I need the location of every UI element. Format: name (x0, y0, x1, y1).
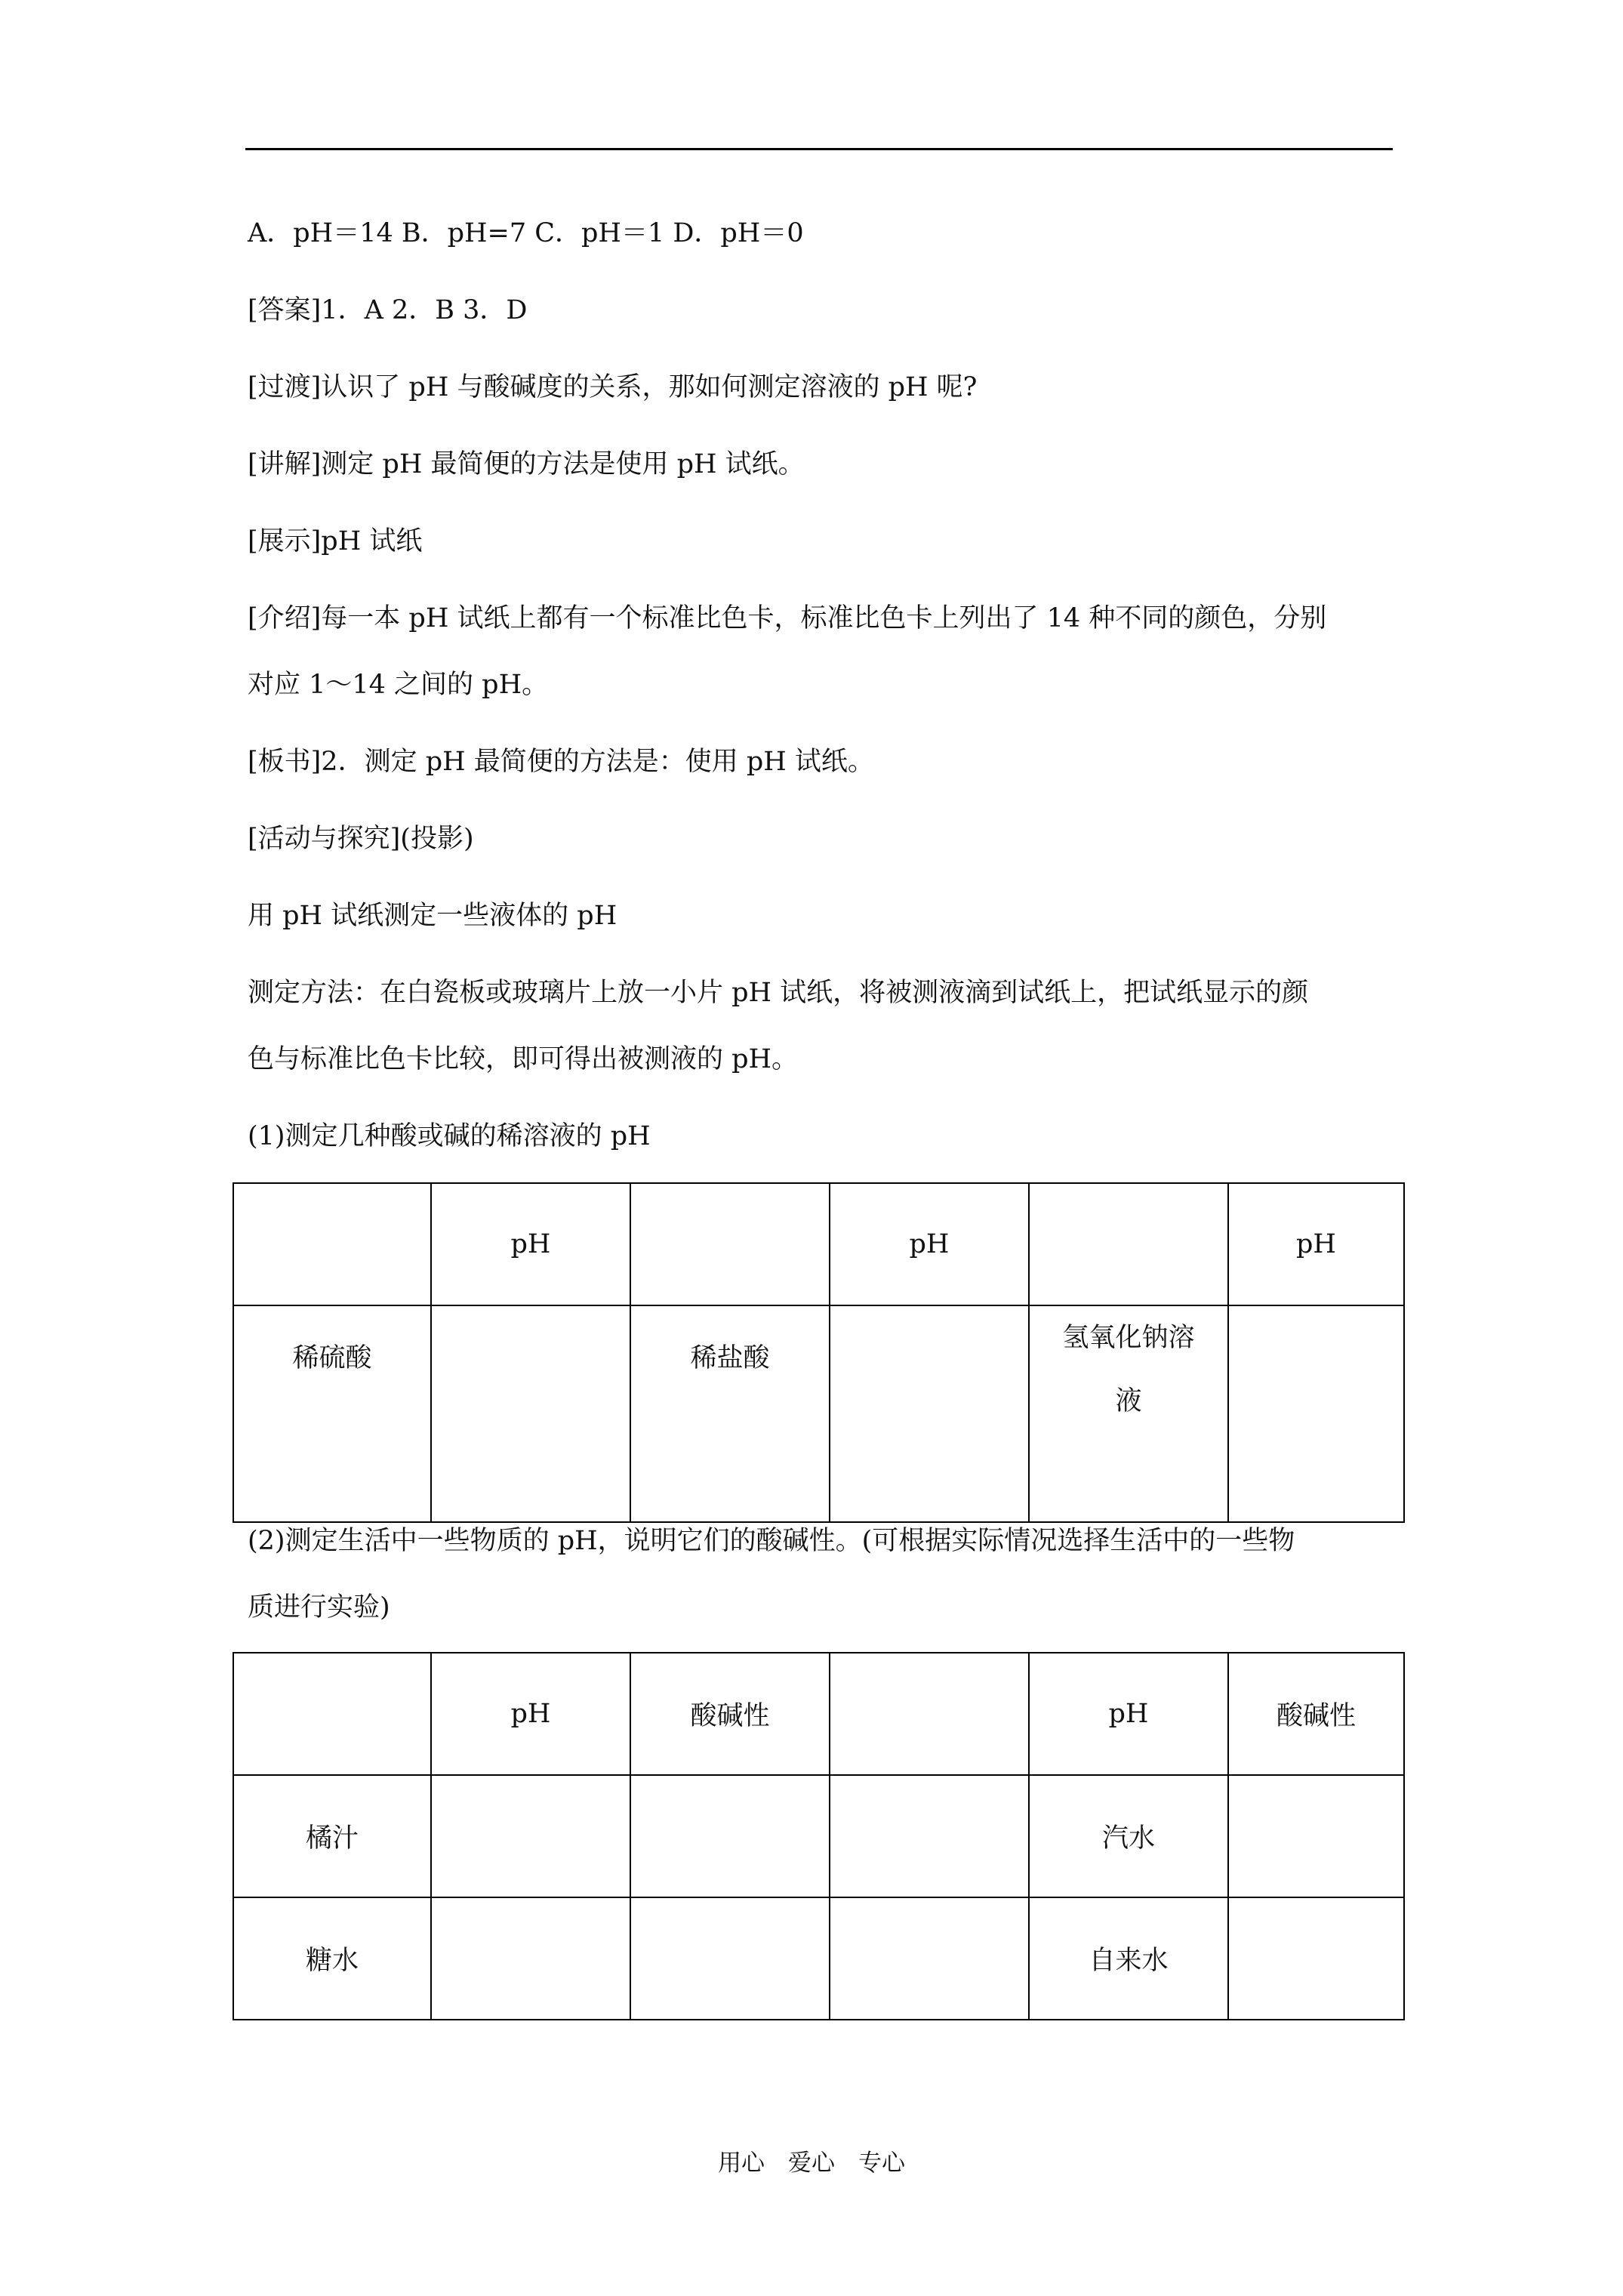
table-cell-sodium-hydroxide (1029, 1305, 1228, 1522)
header-rule (245, 148, 1393, 150)
table-header-ph: pH (830, 1183, 1029, 1305)
explanation-text: [讲解]测定 pH 最简便的方法是使用 pH 试纸。 (248, 449, 805, 479)
table-cell (1228, 1897, 1404, 2020)
activity-title: 用 pH 试纸测定一些液体的 pH (248, 901, 617, 931)
table-header-row (233, 1653, 1404, 1775)
daily-substances-table (233, 1652, 1405, 2020)
table-cell-tap-water: 自来水 (1029, 1897, 1228, 2020)
cell-text-line: 氢氧化钠溶 (1062, 1323, 1195, 1353)
introduction-text-line1: [介绍]每一本 pH 试纸上都有一个标准比色卡，标准比色卡上列出了 14 种不同的颜色，分别 (248, 603, 1327, 633)
table-header-ph: pH (431, 1653, 630, 1775)
table-header-row (233, 1183, 1404, 1305)
method-text-line1: 测定方法：在白瓷板或玻璃片上放一小片 pH 试纸，将被测液滴到试纸上，把试纸显示的颜 (248, 978, 1309, 1008)
activity-heading: [活动与探究](投影) (248, 824, 474, 854)
table-cell (1228, 1775, 1404, 1897)
transition-text: [过渡]认识了 pH 与酸碱度的关系，那如何测定溶液的 pH 呢? (248, 372, 978, 402)
display-text: [展示]pH 试纸 (248, 526, 423, 556)
section-2-heading-line1: (2)测定生活中一些物质的 pH，说明它们的酸碱性。(可根据实际情况选择生活中的一些物 (248, 1526, 1295, 1556)
table-header-ph: pH (1228, 1183, 1404, 1305)
table-cell (630, 1775, 830, 1897)
table-cell (830, 1897, 1029, 2020)
table-cell (233, 1183, 431, 1305)
table-cell (431, 1897, 630, 2020)
table-header-acidity: 酸碱性 (1228, 1653, 1404, 1775)
table-header-acidity: 酸碱性 (630, 1653, 830, 1775)
table-cell-orange-juice: 橘汁 (233, 1775, 431, 1897)
table-cell (431, 1775, 630, 1897)
table-cell (1228, 1305, 1404, 1522)
section-1-heading: (1)测定几种酸或碱的稀溶液的 pH (248, 1121, 651, 1151)
table-cell-sulfuric-acid: 稀硫酸 (233, 1305, 431, 1522)
table-cell (630, 1897, 830, 2020)
table-cell (431, 1305, 630, 1522)
cell-text-line: 液 (1115, 1386, 1142, 1416)
table-cell-hydrochloric-acid: 稀盐酸 (630, 1305, 830, 1522)
board-writing-text: [板书]2．测定 pH 最简便的方法是：使用 pH 试纸。 (248, 747, 874, 777)
table-cell (233, 1653, 431, 1775)
table-cell-sugar-water: 糖水 (233, 1897, 431, 2020)
table-header-ph: pH (431, 1183, 630, 1305)
table-cell-soda: 汽水 (1029, 1775, 1228, 1897)
table-cell (630, 1183, 830, 1305)
table-row (233, 1897, 1404, 2020)
table-cell (1029, 1183, 1228, 1305)
table-row (233, 1775, 1404, 1897)
introduction-text-line2: 对应 1～14 之间的 pH。 (248, 670, 549, 700)
acid-base-table (233, 1182, 1405, 1523)
table-cell (830, 1775, 1029, 1897)
answer-options: A．pH＝14 B．pH=7 C．pH＝1 D．pH＝0 (248, 218, 804, 248)
answer-key: [答案]1．A 2．B 3．D (248, 295, 528, 325)
table-cell (830, 1653, 1029, 1775)
table-header-ph: pH (1029, 1653, 1228, 1775)
table-row (233, 1305, 1404, 1522)
page-footer: 用心 爱心 专心 (718, 2150, 905, 2177)
table-cell (830, 1305, 1029, 1522)
method-text-line2: 色与标准比色卡比较，即可得出被测液的 pH。 (248, 1044, 799, 1074)
section-2-heading-line2: 质进行实验) (248, 1592, 390, 1623)
